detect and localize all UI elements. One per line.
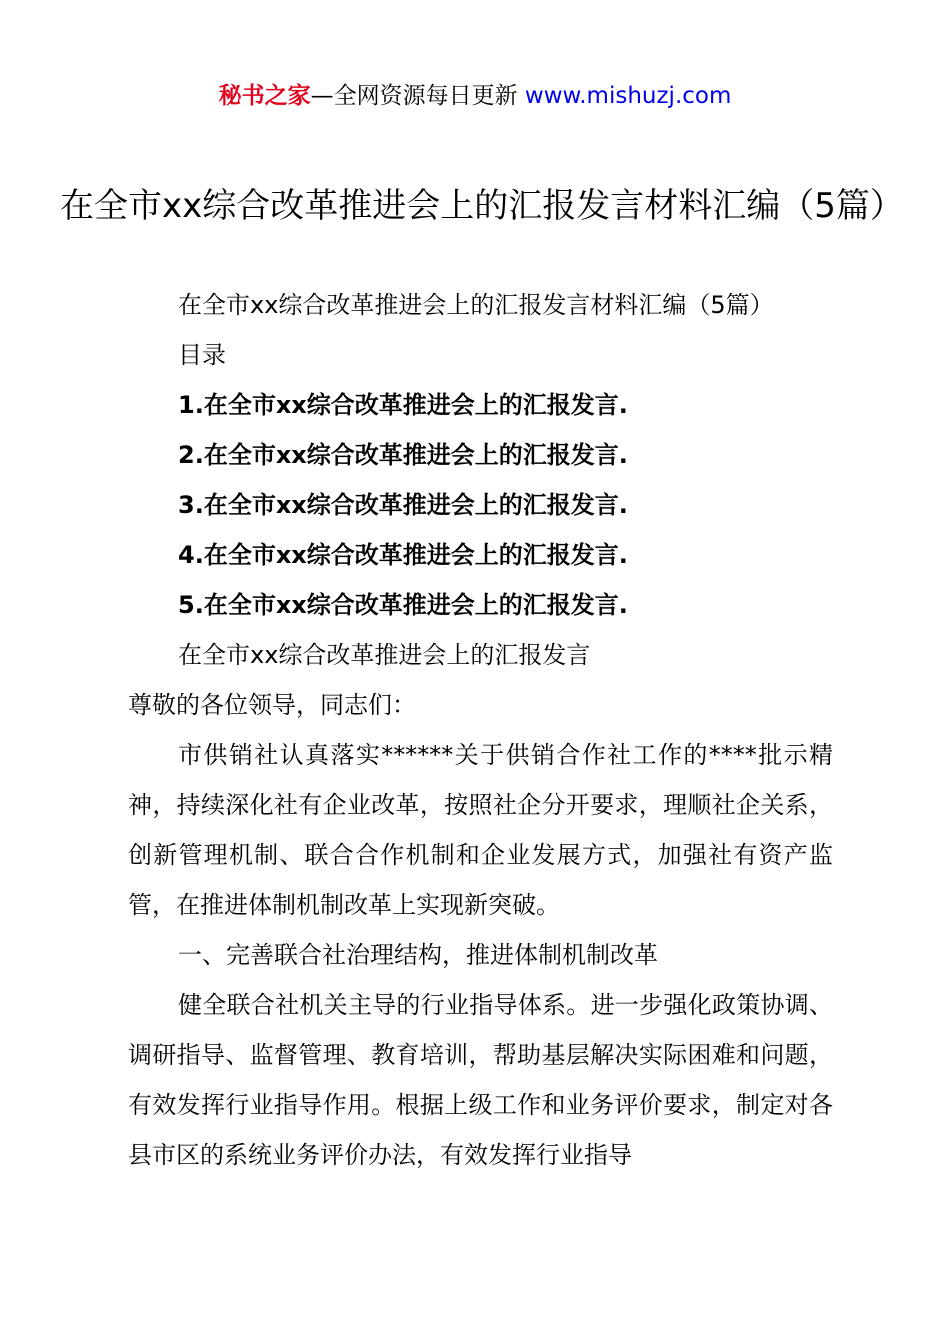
section-heading-1: 一、完善联合社治理结构，推进体制机制改革: [178, 941, 658, 969]
salutation: 尊敬的各位领导，同志们：: [128, 691, 416, 719]
document-subtitle: 在全市xx综合改革推进会上的汇报发言材料汇编（5篇）: [178, 291, 774, 319]
body-paragraph-1: 市供销社认真落实******关于供销合作社工作的****批示精神，持续深化社有企业改革，按照社企分开要求，理顺社企关系，创新管理机制、联合合作机制和企业发展方式，加强社有资产监管，在推进体制机制改革上实现新突破。: [128, 741, 833, 919]
site-header: [0, 80, 950, 112]
body-paragraph-2: 健全联合社机关主导的行业指导体系。进一步强化政策协调、调研指导、监督管理、教育培训，帮助基层解决实际困难和问题，有效发挥行业指导作用。根据上级工作和业务评价要求，制定对各县市区的系统业务评价办法，有效发挥行业指导: [128, 991, 833, 1169]
site-brand: 秘书之家: [218, 83, 311, 109]
toc-item-5[interactable]: 5.在全市xx综合改革推进会上的汇报发言.: [178, 591, 628, 619]
toc-item-2[interactable]: 2.在全市xx综合改革推进会上的汇报发言.: [178, 441, 628, 469]
site-url-link[interactable]: www.mishuzj.com: [524, 83, 732, 109]
site-tagline: —全网资源每日更新: [310, 83, 518, 109]
toc-item-3[interactable]: 3.在全市xx综合改革推进会上的汇报发言.: [178, 491, 628, 519]
toc-heading: 目录: [178, 341, 226, 369]
document-title: 在全市xx综合改革推进会上的汇报发言材料汇编（5篇）: [60, 186, 904, 226]
toc-item-4[interactable]: 4.在全市xx综合改革推进会上的汇报发言.: [178, 541, 628, 569]
document-body: [128, 280, 833, 1180]
toc-item-1[interactable]: 1.在全市xx综合改革推进会上的汇报发言.: [178, 391, 628, 419]
section-title: 在全市xx综合改革推进会上的汇报发言: [178, 641, 591, 669]
